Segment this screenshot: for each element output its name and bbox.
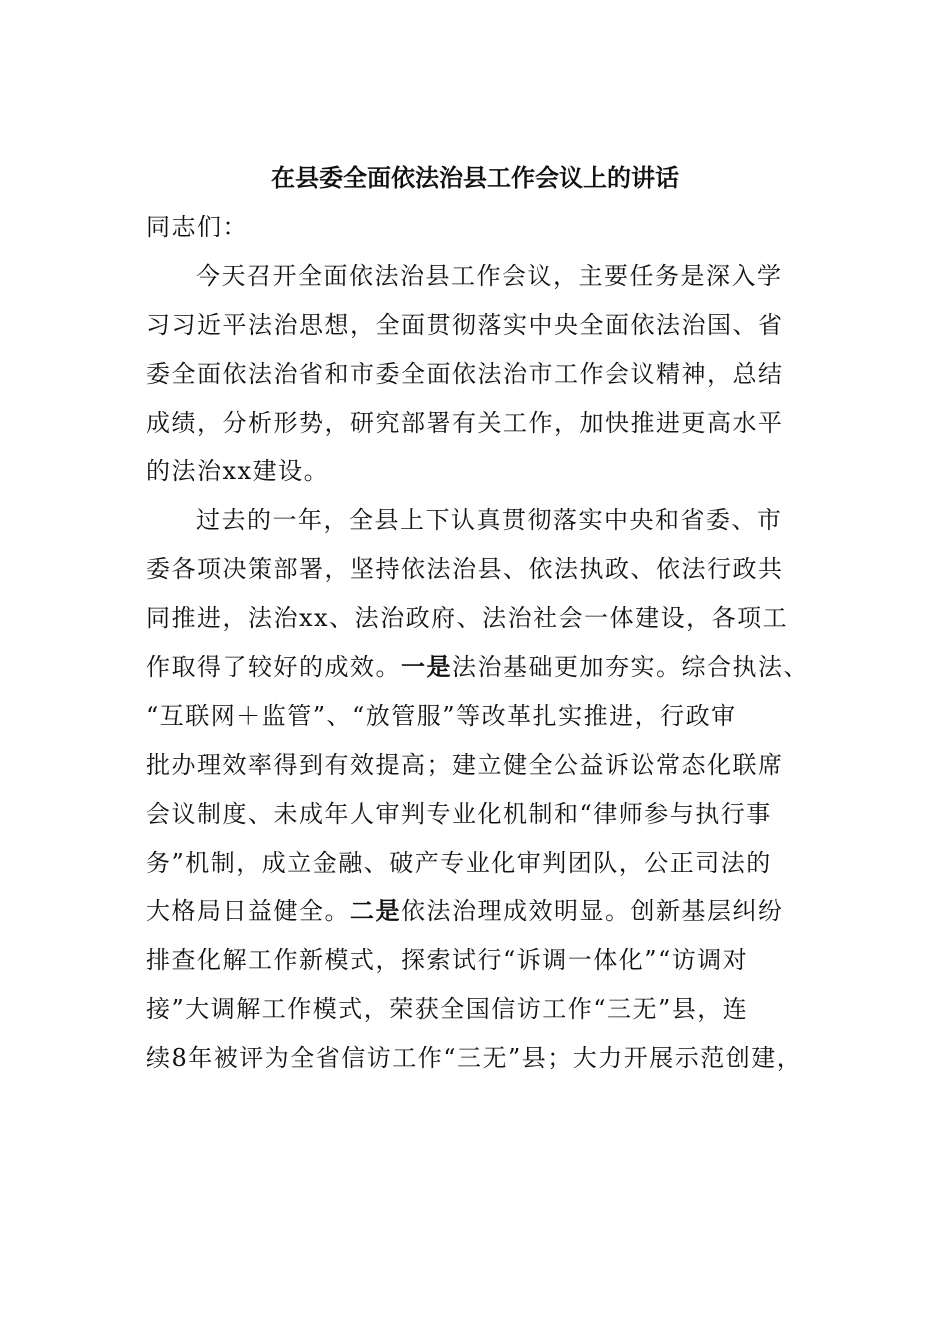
paragraph-line: 批办理效率得到有效提高；建立健全公益诉讼常态化联席 — [146, 750, 784, 779]
paragraph-line — [146, 887, 836, 936]
salutation: 同志们： — [146, 213, 248, 241]
paragraph-line: 委各项决策部署，坚持依法治县、依法执政、依法行政共 — [146, 555, 784, 584]
paragraph-line: 排查化解工作新模式，探索试行“诉调一体化”“访调对 — [146, 946, 749, 975]
paragraph-line: “互联网＋监管”、“放管服”等改革扎实推进，行政审 — [146, 701, 737, 730]
line-text: 法治基础更加夯实。综合执法、 — [452, 653, 809, 682]
paragraph-line: 会议制度、未成年人审判专业化机制和“律师参与执行事 — [146, 799, 772, 828]
paragraph-line: 同推进，法治xx、法治政府、法治社会一体建设，各项工 — [146, 604, 789, 633]
paragraph-line: 成绩，分析形势，研究部署有关工作，加快推进更高水平 — [146, 408, 784, 437]
paragraph-line — [146, 643, 836, 692]
paragraph-line: 过去的一年，全县上下认真贯彻落实中央和省委、市 — [196, 506, 783, 535]
emphasis-second: 二是 — [350, 896, 401, 926]
paragraph-line: 今天召开全面依法治县工作会议，主要任务是深入学 — [196, 261, 783, 290]
paragraph-line: 续8年被评为全省信访工作“三无”县；大力开展示范创建， — [146, 1044, 803, 1073]
document-body — [146, 203, 836, 1083]
line-text: 作取得了较好的成效。 — [146, 653, 401, 682]
paragraph-line: 委全面依法治省和市委全面依法治市工作会议精神，总结 — [146, 359, 784, 388]
line-text: 大格局日益健全。 — [146, 897, 350, 926]
paragraph-line: 习习近平法治思想，全面贯彻落实中央全面依法治国、省 — [146, 310, 784, 339]
paragraph-line: 务”机制，成立金融、破产专业化审判团队，公正司法的 — [146, 848, 772, 877]
paragraph-line: 接”大调解工作模式，荣获全国信访工作“三无”县，连 — [146, 995, 749, 1024]
document-title: 在县委全面依法治县工作会议上的讲话 — [271, 163, 679, 192]
line-text: 依法治理成效明显。创新基层纠纷 — [401, 897, 784, 926]
paragraph-line: 的法治xx建设。 — [146, 457, 330, 486]
emphasis-first: 一是 — [401, 652, 452, 682]
